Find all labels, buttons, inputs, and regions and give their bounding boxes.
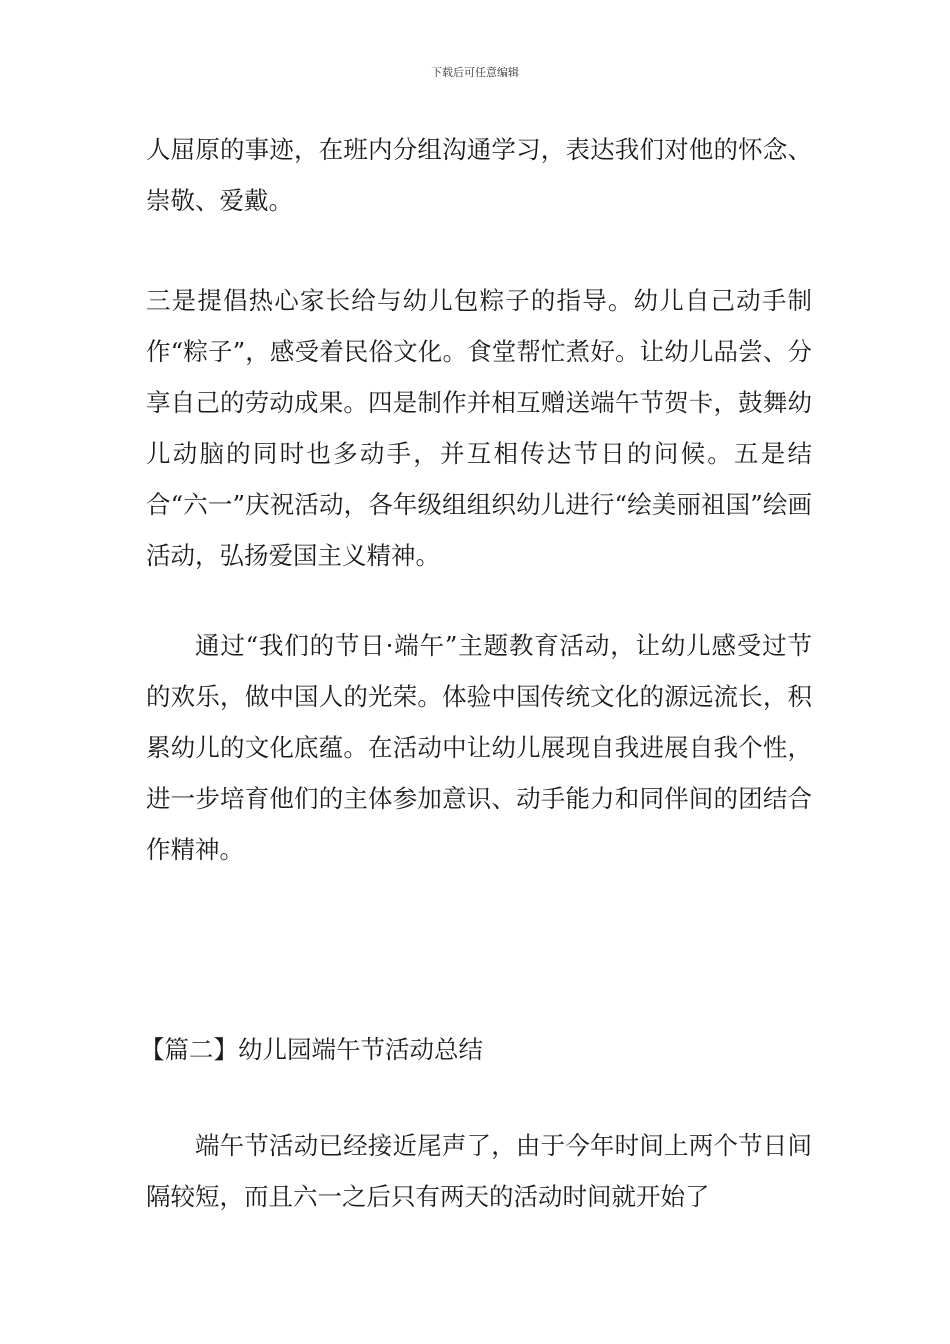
paragraph-3: 通过“我们的节日·端午”主题教育活动，让幼儿感受过节的欢乐，做中国人的光荣。体验中国传统文化的源远流长，积累幼儿的文化底蕴。在活动中让幼儿展现自我进展自我个性，进一步培育他们的主体参加意识、动手能力和同伴间的团结合作精神。 [146,631,812,864]
page-header-note: 下载后可任意编辑 [431,66,519,79]
section-heading: 【篇二】幼儿园端午节活动总结 [140,1035,483,1064]
paragraph-4: 端午节活动已经接近尾声了，由于今年时间上两个节日间隔较短，而且六一之后只有两天的活动时间就开始了 [146,1131,812,1211]
paragraph-1: 人屈原的事迹，在班内分组沟通学习，表达我们对他的怀念、崇敬、爱戴。 [146,135,812,215]
paragraph-2: 三是提倡热心家长给与幼儿包粽子的指导。幼儿自己动手制作“粽子”，感受着民俗文化。食堂帮忙煮好。让幼儿品尝、分享自己的劳动成果。四是制作并相互赠送端午节贺卡，鼓舞幼儿动脑的同时也多动手，并互相传达节日的问候。五是结合“六一”庆祝活动，各年级组组织幼儿进行“绘美丽祖国”绘画活动，弘扬爱国主义精神。 [146,286,812,570]
